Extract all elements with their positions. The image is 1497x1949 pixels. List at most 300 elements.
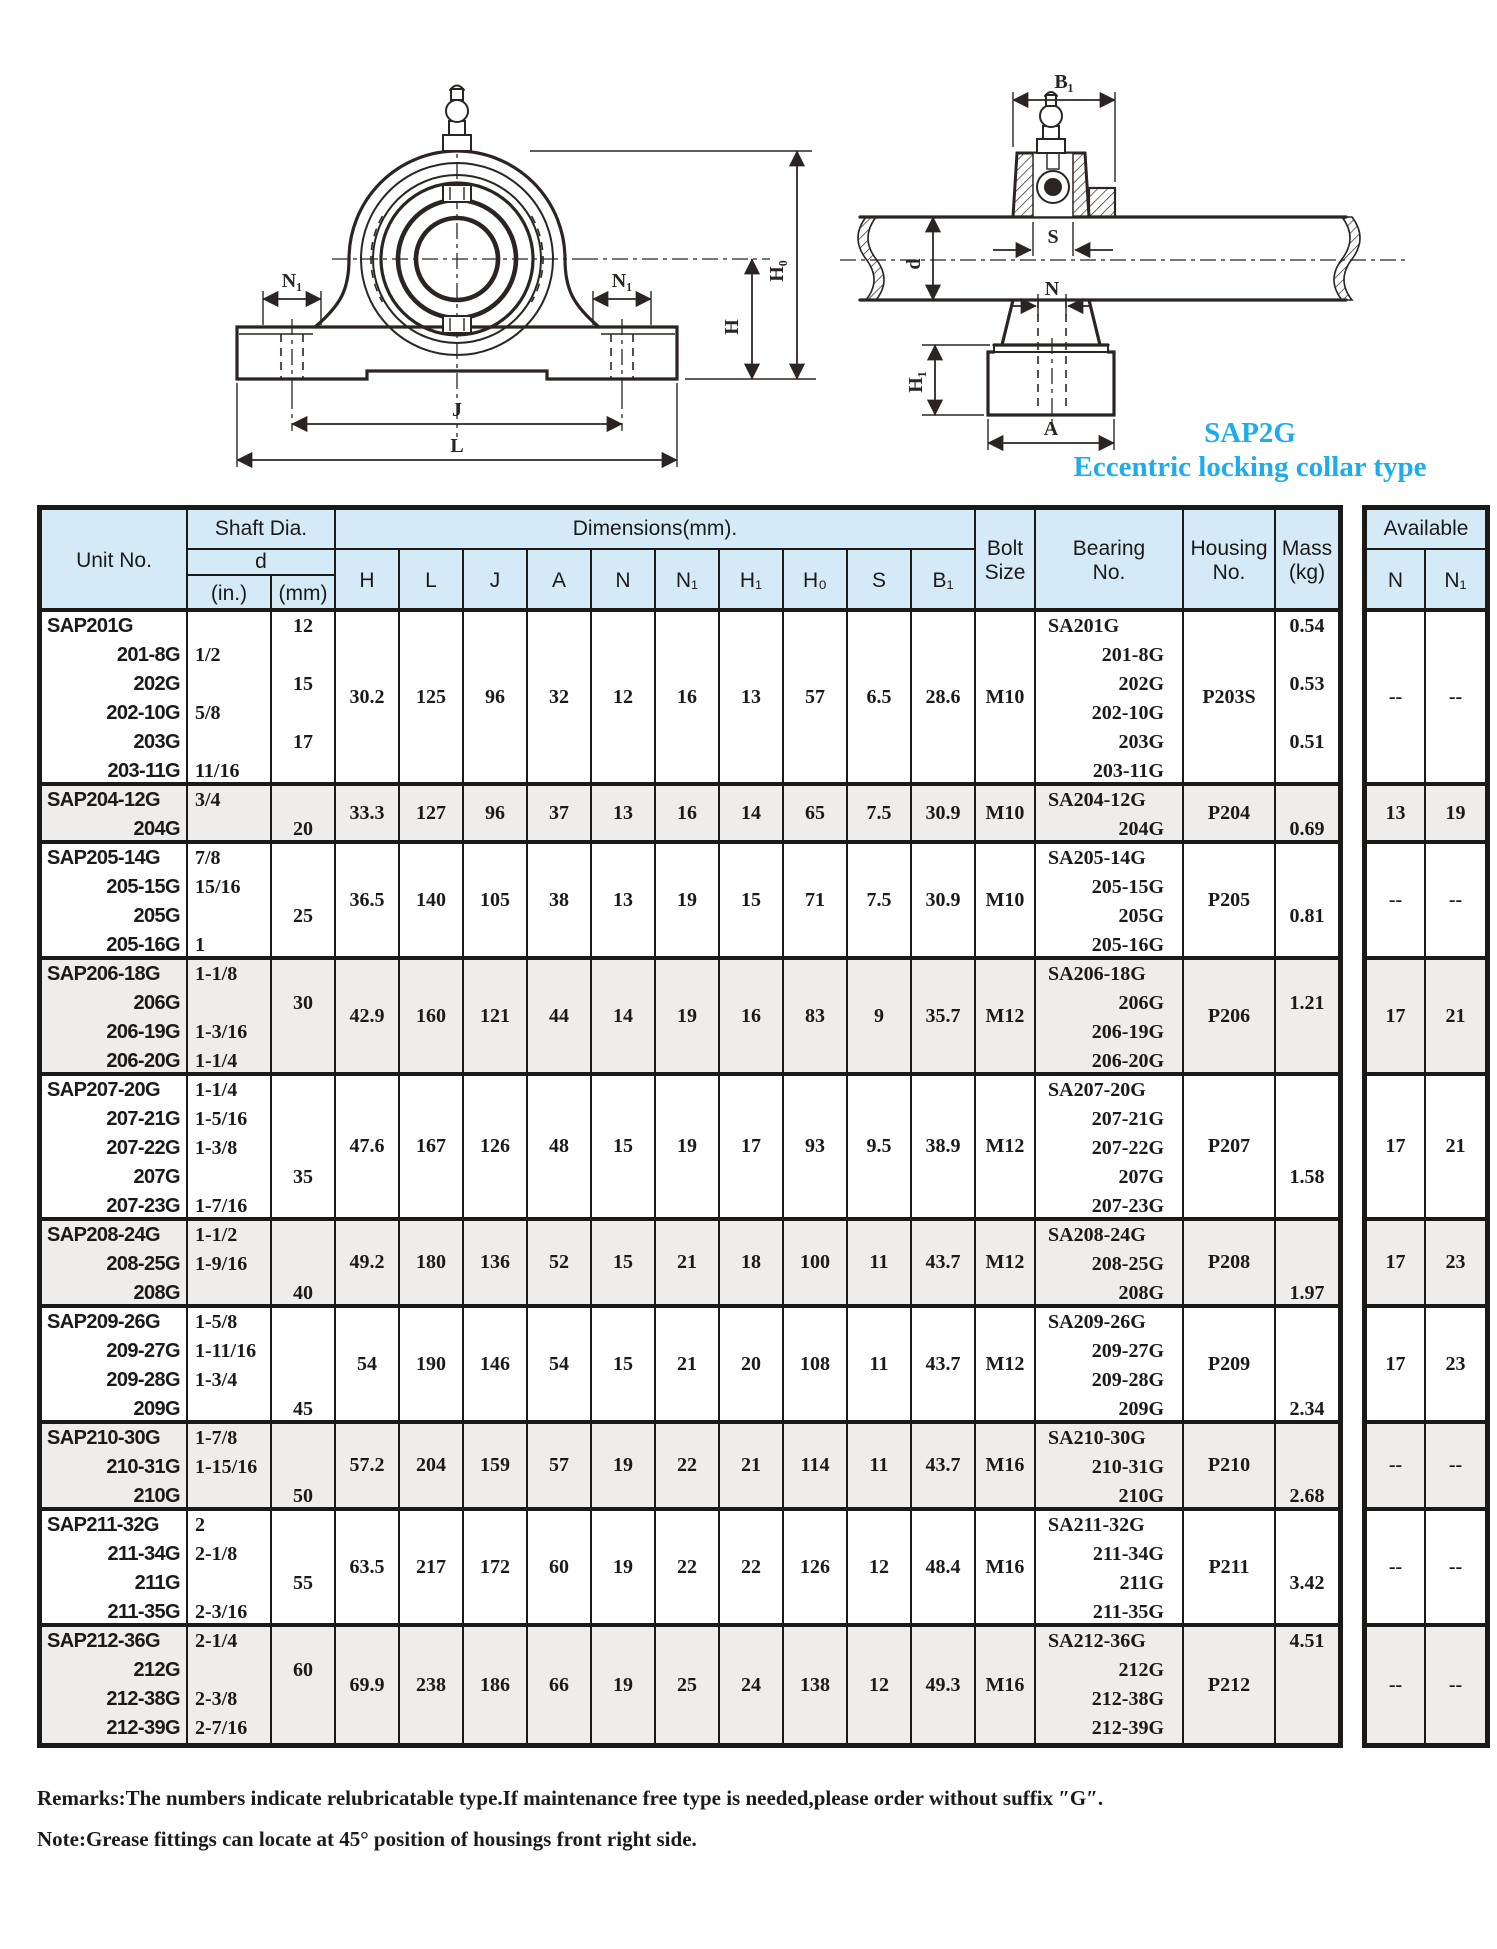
cell-line: 2 xyxy=(195,1514,205,1536)
cell-line: 207-21G xyxy=(106,1108,180,1130)
cell-line: 25 xyxy=(293,905,313,927)
dimension-cell: 108 xyxy=(784,1308,848,1420)
shaft-dia-in-cell xyxy=(188,1511,272,1623)
dimension-cell: 15 xyxy=(592,1076,656,1217)
table-row xyxy=(42,960,1338,1076)
cell-line: 205-15G xyxy=(106,876,180,898)
cell-line: 1-7/8 xyxy=(195,1427,238,1449)
front-view-centerlines xyxy=(332,103,582,437)
available-row xyxy=(1367,844,1485,960)
shaft-dia-mm-cell xyxy=(272,844,336,956)
dim-label-b1: B₁ xyxy=(1054,71,1074,93)
dimension-cell: 186 xyxy=(464,1627,528,1743)
dimension-cell: 63.5 xyxy=(336,1511,400,1623)
table-row xyxy=(42,1221,1338,1308)
header-shaft-dia: Shaft Dia. xyxy=(188,510,336,550)
cell-line: 208-25G xyxy=(1091,1253,1164,1275)
cell-line: 207-22G xyxy=(1091,1137,1164,1159)
dimension-cell: 180 xyxy=(400,1221,464,1304)
header-mm: (mm) xyxy=(272,576,336,612)
dimension-cell: 20 xyxy=(720,1308,784,1420)
cell-line: SA211-32G xyxy=(1048,1514,1145,1536)
housing-no-cell: P210 xyxy=(1184,1424,1276,1507)
cell-line: 1.97 xyxy=(1289,1282,1325,1304)
cell-line: 1-3/4 xyxy=(195,1369,238,1391)
cell-line xyxy=(272,1453,334,1482)
available-cell: -- xyxy=(1448,1673,1463,1696)
cell-line: SAP211-32G xyxy=(47,1514,159,1536)
shaft-dia-mm-cell xyxy=(272,1076,336,1217)
cell-line xyxy=(1276,1308,1338,1337)
cell-line: 203G xyxy=(133,731,180,753)
cell-line: 12 xyxy=(293,615,313,637)
cell-line xyxy=(272,1076,334,1105)
cell-line xyxy=(272,1366,334,1395)
header-available-n: N xyxy=(1367,550,1426,612)
dimension-cell: 19 xyxy=(592,1627,656,1743)
cell-line xyxy=(1276,931,1338,956)
cell-line xyxy=(1276,1337,1338,1366)
dimension-cell: 121 xyxy=(464,960,528,1072)
cell-line xyxy=(188,989,270,1018)
cell-line: 206-19G xyxy=(1091,1021,1164,1043)
dimension-cell: 33.3 xyxy=(336,786,400,840)
dimension-cell: 30.2 xyxy=(336,612,400,782)
available-cell: 13 xyxy=(1367,786,1426,840)
cell-line: SA209-26G xyxy=(1048,1311,1146,1333)
cell-line xyxy=(272,931,334,956)
cell-line: SAP208-24G xyxy=(47,1224,160,1246)
dimension-cell: 12 xyxy=(848,1627,912,1743)
header-bolt-line2: Size xyxy=(984,561,1026,584)
header-bearing-line1: Bearing xyxy=(1072,537,1146,560)
table-row xyxy=(42,786,1338,844)
dimension-cell: 19 xyxy=(656,960,720,1072)
housing-no-cell: P207 xyxy=(1184,1076,1276,1217)
dimension-cell: 7.5 xyxy=(848,786,912,840)
series-model: SAP2G xyxy=(1204,417,1296,449)
dimension-cell: 9 xyxy=(848,960,912,1072)
dimension-cell: 7.5 xyxy=(848,844,912,956)
dimension-cell: 65 xyxy=(784,786,848,840)
dimension-cell: 16 xyxy=(656,612,720,782)
cell-line xyxy=(1276,1221,1338,1250)
cell-line: 208-25G xyxy=(106,1253,180,1275)
cell-line xyxy=(188,902,270,931)
dimension-cell: 30.9 xyxy=(912,786,976,840)
cell-line: 4.51 xyxy=(1289,1630,1325,1652)
header-housing-line1: Housing xyxy=(1190,537,1268,560)
table-row xyxy=(42,1308,1338,1424)
cell-line: SA204-12G xyxy=(1048,789,1146,811)
cell-line xyxy=(1276,1018,1338,1047)
cell-line: 2-3/16 xyxy=(195,1601,248,1623)
shaft-dia-mm-cell xyxy=(272,1511,336,1623)
cell-line: 35 xyxy=(293,1166,313,1188)
cell-line: 20 xyxy=(293,818,313,840)
cell-line: 1-11/16 xyxy=(195,1340,257,1362)
available-cell: -- xyxy=(1448,1454,1463,1476)
cell-line: 210G xyxy=(133,1485,180,1507)
cell-line xyxy=(272,873,334,902)
dimension-cell: 136 xyxy=(464,1221,528,1304)
dimension-cell: 105 xyxy=(464,844,528,956)
cell-line xyxy=(272,1511,334,1540)
dimension-cell: 190 xyxy=(400,1308,464,1420)
header-dim-l: L xyxy=(400,550,464,612)
available-cell: -- xyxy=(1448,685,1463,708)
cell-line xyxy=(272,1598,334,1623)
dimension-cell: 32 xyxy=(528,612,592,782)
header-mass-line2: (kg) xyxy=(1288,561,1326,584)
shaft-dia-in-cell xyxy=(188,1308,272,1420)
dimension-cell: 48 xyxy=(528,1076,592,1217)
available-cell: 17 xyxy=(1367,1076,1426,1217)
cell-line xyxy=(1276,1540,1338,1569)
header-mass-line1: Mass xyxy=(1281,537,1333,560)
cell-line xyxy=(272,786,334,815)
dimension-cell: 16 xyxy=(656,786,720,840)
mass-cell xyxy=(1276,1627,1338,1743)
cell-line xyxy=(1276,1685,1338,1714)
header-bearing-no xyxy=(1036,510,1184,612)
available-row xyxy=(1367,612,1485,786)
dimension-cell: 38.9 xyxy=(912,1076,976,1217)
cell-line: 3/4 xyxy=(195,789,221,811)
cell-line: 30 xyxy=(293,992,313,1014)
dimension-cell: 204 xyxy=(400,1424,464,1507)
cell-line: SA210-30G xyxy=(1048,1427,1146,1449)
shaft-dia-mm-cell xyxy=(272,1308,336,1420)
header-bolt-size xyxy=(976,510,1036,612)
grease-fitting-side xyxy=(1037,92,1065,153)
dimension-cell: 172 xyxy=(464,1511,528,1623)
dim-label-h1: H₁ xyxy=(905,371,927,393)
dimension-cell: 138 xyxy=(784,1627,848,1743)
cell-line: 205-15G xyxy=(1091,876,1164,898)
housing-no-cell: P204 xyxy=(1184,786,1276,840)
dimension-cell: 25 xyxy=(656,1627,720,1743)
dimension-cell: 15 xyxy=(592,1221,656,1304)
dimension-cell: 126 xyxy=(784,1511,848,1623)
dimension-cell: 146 xyxy=(464,1308,528,1420)
cell-line: 1-7/16 xyxy=(195,1195,248,1217)
cell-line: SAP201G xyxy=(47,615,133,637)
table-row xyxy=(42,1424,1338,1511)
dimension-cell: 13 xyxy=(592,844,656,956)
cell-line: 11/16 xyxy=(195,760,240,782)
cell-line: 207-21G xyxy=(1091,1108,1164,1130)
dimension-cell: 19 xyxy=(592,1424,656,1507)
cell-line: 207-23G xyxy=(1091,1195,1164,1217)
cell-line xyxy=(188,1279,270,1304)
dimension-cell: 13 xyxy=(592,786,656,840)
specification-table xyxy=(37,505,1343,1748)
cell-line xyxy=(272,1192,334,1217)
dimension-cell: 43.7 xyxy=(912,1308,976,1420)
shaft-dia-in-cell xyxy=(188,1424,272,1507)
cell-line: 202-10G xyxy=(106,702,180,724)
dimension-cell: 15 xyxy=(592,1308,656,1420)
table-row xyxy=(42,612,1338,786)
cell-line: 17 xyxy=(293,731,313,753)
dimension-cell: 60 xyxy=(528,1511,592,1623)
dimension-cell: 57.2 xyxy=(336,1424,400,1507)
cell-line: 211-35G xyxy=(1092,1601,1164,1623)
available-row xyxy=(1367,786,1485,844)
mass-cell xyxy=(1276,1424,1338,1507)
cell-line xyxy=(188,1395,270,1420)
dimension-cell: 11 xyxy=(848,1221,912,1304)
cell-line: 1-5/8 xyxy=(195,1311,238,1333)
cell-line: 0.69 xyxy=(1289,818,1325,840)
cell-line: 211-34G xyxy=(1092,1543,1164,1565)
cell-line: 212G xyxy=(1118,1659,1164,1681)
dimension-cell: 71 xyxy=(784,844,848,956)
cell-line: 2-1/4 xyxy=(195,1630,238,1652)
cell-line xyxy=(272,1337,334,1366)
cell-line xyxy=(1276,1105,1338,1134)
cell-line: 212-39G xyxy=(1091,1717,1164,1739)
dimension-cell: 126 xyxy=(464,1076,528,1217)
header-dim-n1: N₁ xyxy=(656,550,720,612)
shaft-dia-in-cell xyxy=(188,786,272,840)
header-dim-a: A xyxy=(528,550,592,612)
unit-no-cell xyxy=(42,1076,188,1217)
cell-line: 203-11G xyxy=(107,760,180,782)
dimension-cell: 114 xyxy=(784,1424,848,1507)
cell-line xyxy=(1276,1598,1338,1623)
unit-no-cell xyxy=(42,1511,188,1623)
dimension-cell: 54 xyxy=(528,1308,592,1420)
dim-label-h0: H₀ xyxy=(766,260,788,282)
header-dim-h: H xyxy=(336,550,400,612)
locking-collar-section xyxy=(1013,153,1115,217)
cell-line: 0.53 xyxy=(1289,673,1325,695)
cell-line xyxy=(272,1308,334,1337)
bearing-no-cell xyxy=(1036,1511,1184,1623)
pedestal-base-side xyxy=(988,300,1114,430)
cell-line: 205G xyxy=(1118,905,1164,927)
header-mass xyxy=(1276,510,1338,612)
mass-cell xyxy=(1276,1511,1338,1623)
remarks-line: Remarks:The numbers indicate relubricatable type.If maintenance free type is needed,please order without suffix ″G″. xyxy=(37,1786,1104,1810)
cell-line: 202G xyxy=(1118,673,1164,695)
cell-line xyxy=(1276,844,1338,873)
cell-line xyxy=(1276,1192,1338,1217)
housing-no-cell: P209 xyxy=(1184,1308,1276,1420)
cell-line xyxy=(272,1105,334,1134)
dimension-cell: 44 xyxy=(528,960,592,1072)
header-available-n1: N₁ xyxy=(1444,569,1467,592)
available-row xyxy=(1367,1308,1485,1424)
grease-fitting-front xyxy=(443,86,471,152)
cell-line: 2-7/16 xyxy=(195,1717,248,1739)
cell-line: 2.34 xyxy=(1289,1398,1325,1420)
shaft-dia-in-cell xyxy=(188,1076,272,1217)
available-row xyxy=(1367,960,1485,1076)
cell-line xyxy=(188,670,270,699)
cell-line: 1.21 xyxy=(1289,992,1325,1014)
cell-line: 55 xyxy=(293,1572,313,1594)
cell-line xyxy=(272,1047,334,1072)
bearing-no-cell xyxy=(1036,1221,1184,1304)
dimension-cell: 96 xyxy=(464,612,528,782)
dimension-cell: 18 xyxy=(720,1221,784,1304)
bearing-no-cell xyxy=(1036,1308,1184,1420)
cell-line: 208G xyxy=(1118,1282,1164,1304)
cell-line: 202-10G xyxy=(1091,702,1164,724)
cell-line: 1-1/2 xyxy=(195,1224,238,1246)
cell-line: 1-9/16 xyxy=(195,1253,248,1275)
cell-line: 2.68 xyxy=(1289,1485,1325,1507)
header-dim-h0: H₀ xyxy=(784,550,848,612)
cell-line: 1 xyxy=(195,934,205,956)
dim-label-h: H xyxy=(721,319,743,335)
cell-line: 1/2 xyxy=(195,644,221,666)
bolt-size-cell: M10 xyxy=(976,786,1036,840)
cell-line: 15/16 xyxy=(195,876,241,898)
dimension-cell: 19 xyxy=(592,1511,656,1623)
bearing-no-cell xyxy=(1036,1424,1184,1507)
cell-line xyxy=(188,815,270,840)
cell-line: 2-1/8 xyxy=(195,1543,238,1565)
cell-line: SA208-24G xyxy=(1048,1224,1146,1246)
mass-cell xyxy=(1276,786,1338,840)
cell-line: 206-20G xyxy=(106,1050,180,1072)
dimension-cell: 83 xyxy=(784,960,848,1072)
cell-line xyxy=(1276,1134,1338,1163)
bearing-no-cell xyxy=(1036,960,1184,1072)
cell-line: 211-35G xyxy=(107,1601,180,1623)
cell-line xyxy=(272,844,334,873)
unit-no-cell xyxy=(42,786,188,840)
cell-line: 205G xyxy=(133,905,180,927)
cell-line: 212-39G xyxy=(106,1717,180,1739)
available-cell: 23 xyxy=(1445,1251,1466,1273)
cell-line: SA206-18G xyxy=(1048,963,1146,985)
cell-line xyxy=(1276,1250,1338,1279)
dimension-cell: 28.6 xyxy=(912,612,976,782)
dim-label-d: d xyxy=(903,258,925,270)
dim-label-n: N xyxy=(1044,278,1060,300)
cell-line xyxy=(1276,641,1338,670)
dimension-cell: 6.5 xyxy=(848,612,912,782)
cell-line xyxy=(1276,1047,1338,1072)
cell-line xyxy=(1276,1511,1338,1540)
header-dim-s: S xyxy=(848,550,912,612)
bolt-size-cell: M12 xyxy=(976,1308,1036,1420)
cell-line: SAP205-14G xyxy=(47,847,160,869)
available-cell: 19 xyxy=(1445,801,1466,824)
dimension-cell: 9.5 xyxy=(848,1076,912,1217)
available-cell: 17 xyxy=(1367,960,1426,1072)
front-view-dimensions xyxy=(237,151,816,467)
cell-line xyxy=(188,1482,270,1507)
cell-line: 1-1/8 xyxy=(195,963,238,985)
housing-no-cell: P206 xyxy=(1184,960,1276,1072)
shaft-dia-in-cell xyxy=(188,1627,272,1743)
dim-label-j: J xyxy=(452,399,462,421)
dim-label-n1-right: N₁ xyxy=(611,270,633,292)
cell-line: 207G xyxy=(133,1166,180,1188)
dimension-cell: 19 xyxy=(656,844,720,956)
available-row xyxy=(1367,1221,1485,1308)
header-in: (in.) xyxy=(188,576,272,612)
available-cell: -- xyxy=(1367,1424,1426,1507)
cell-line: 207G xyxy=(1118,1166,1164,1188)
bolt-size-cell: M10 xyxy=(976,844,1036,956)
bolt-size-cell: M12 xyxy=(976,1076,1036,1217)
available-table xyxy=(1362,505,1490,1748)
header-dim-h1: H₁ xyxy=(720,550,784,612)
cell-line: 210-31G xyxy=(106,1456,180,1478)
table-row xyxy=(42,1511,1338,1627)
dimension-cell: 13 xyxy=(720,612,784,782)
header-available: Available xyxy=(1367,510,1485,550)
dimension-cell: 35.7 xyxy=(912,960,976,1072)
dimension-cell: 17 xyxy=(720,1076,784,1217)
dimension-cell: 127 xyxy=(400,786,464,840)
dimension-cell: 19 xyxy=(656,1076,720,1217)
housing-no-cell: P212 xyxy=(1184,1627,1276,1743)
shaft-dia-mm-cell xyxy=(272,1221,336,1304)
dimension-cell: 21 xyxy=(656,1221,720,1304)
header-dim-n: N xyxy=(592,550,656,612)
unit-no-cell xyxy=(42,844,188,956)
dimension-cell: 140 xyxy=(400,844,464,956)
table-row xyxy=(42,1627,1338,1743)
cell-line: 211G xyxy=(1119,1572,1164,1594)
header-housing-line2: No. xyxy=(1212,561,1246,584)
available-header xyxy=(1367,510,1485,612)
footnotes xyxy=(37,1778,1103,1860)
available-row xyxy=(1367,1424,1485,1511)
table-header xyxy=(42,510,1338,612)
dimension-cell: 49.2 xyxy=(336,1221,400,1304)
cell-line xyxy=(188,728,270,757)
cell-line: 208G xyxy=(133,1282,180,1304)
shaft-dia-mm-cell xyxy=(272,960,336,1072)
available-cell: -- xyxy=(1448,888,1463,911)
dimension-cell: 49.3 xyxy=(912,1627,976,1743)
unit-no-cell xyxy=(42,1221,188,1304)
housing-no-cell: P205 xyxy=(1184,844,1276,956)
front-view-drawing xyxy=(140,75,840,503)
available-cell: 23 xyxy=(1445,1352,1466,1375)
available-cell: 17 xyxy=(1367,1308,1426,1420)
cell-line xyxy=(272,1540,334,1569)
shaft-dia-in-cell xyxy=(188,612,272,782)
cell-line: 1-1/4 xyxy=(195,1050,238,1072)
dimension-cell: 54 xyxy=(336,1308,400,1420)
bolt-size-cell: M12 xyxy=(976,960,1036,1072)
cell-line: 212G xyxy=(133,1659,180,1681)
dimension-cell: 11 xyxy=(848,1424,912,1507)
cell-line: 209-27G xyxy=(106,1340,180,1362)
header-unit-no: Unit No. xyxy=(42,510,188,612)
cell-line: 1-3/8 xyxy=(195,1137,238,1159)
available-cell: -- xyxy=(1448,1555,1463,1578)
cell-line: 1.58 xyxy=(1289,1166,1325,1188)
housing-no-cell: P211 xyxy=(1184,1511,1276,1623)
bolt-size-cell: M16 xyxy=(976,1424,1036,1507)
cell-line: SA212-36G xyxy=(1048,1630,1146,1652)
cell-line xyxy=(188,1569,270,1598)
available-cell: 21 xyxy=(1445,1004,1466,1027)
cell-line: 211G xyxy=(134,1572,180,1594)
cell-line: 206G xyxy=(1118,992,1164,1014)
